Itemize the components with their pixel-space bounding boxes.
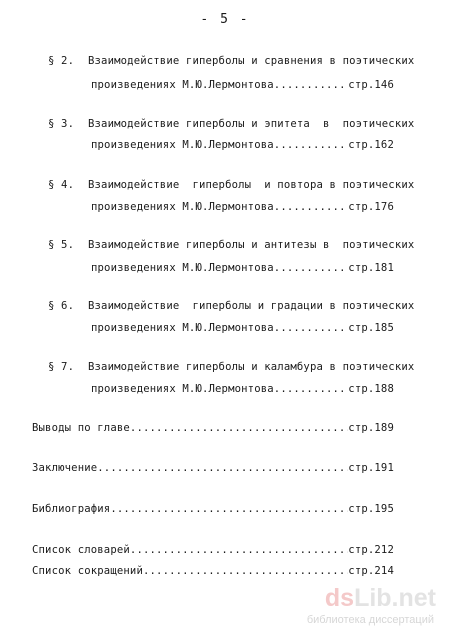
dslib-watermark — [266, 584, 436, 632]
toc-section-heading — [48, 239, 415, 252]
page-reference: стр.191 — [348, 462, 394, 474]
leader-dots — [97, 462, 348, 475]
section-title: Взаимодействие гиперболы и каламбура в поэтических — [88, 361, 415, 373]
entry-title: Список сокращений — [32, 565, 143, 577]
section-title-continuation: произведениях М.Ю.Лермонтова — [91, 201, 274, 213]
watermark-subtitle: библиотека диссертаций — [306, 614, 434, 626]
leader-dots — [130, 422, 348, 435]
leader-dots — [110, 503, 348, 516]
leader-dots — [274, 139, 349, 152]
watermark-logo: dsLib.net — [324, 584, 436, 612]
toc-section-heading — [48, 361, 415, 374]
section-symbol: § 7. — [48, 361, 75, 373]
toc-entry[interactable] — [91, 383, 394, 396]
section-symbol: § 3. — [48, 118, 75, 130]
page-reference: стр.188 — [348, 383, 394, 395]
leader-dots — [143, 565, 348, 578]
leader-dots — [274, 383, 349, 396]
toc-entry[interactable] — [32, 544, 394, 557]
leader-dots — [274, 322, 349, 335]
toc-entry[interactable] — [32, 462, 394, 475]
section-symbol: § 4. — [48, 179, 75, 191]
page-reference: стр.212 — [348, 544, 394, 556]
toc-section-heading — [48, 300, 415, 313]
page-number: - 5 - — [200, 12, 250, 27]
entry-title: Выводы по главе — [32, 422, 130, 434]
section-title-continuation: произведениях М.Ю.Лермонтова — [91, 383, 274, 395]
section-title: Взаимодействие гиперболы и сравнения в поэтических — [88, 55, 415, 67]
page-reference: стр.189 — [348, 422, 394, 434]
toc-entry[interactable] — [91, 79, 394, 92]
section-symbol: § 5. — [48, 239, 75, 251]
section-title-continuation: произведениях М.Ю.Лермонтова — [91, 262, 274, 274]
leader-dots — [274, 79, 349, 92]
entry-title: Библиография — [32, 503, 111, 515]
toc-entry[interactable] — [32, 422, 394, 435]
page-reference: стр.195 — [348, 503, 394, 515]
toc-entry[interactable] — [91, 262, 394, 275]
section-title: Взаимодействие гиперболы и градации в поэтических — [88, 300, 415, 312]
section-title-continuation: произведениях М.Ю.Лермонтова — [91, 139, 274, 151]
page-reference: стр.214 — [348, 565, 394, 577]
section-symbol: § 6. — [48, 300, 75, 312]
toc-entry[interactable] — [91, 322, 394, 335]
entry-title: Список словарей — [32, 544, 130, 556]
section-title-continuation: произведениях М.Ю.Лермонтова — [91, 322, 274, 334]
leader-dots — [130, 544, 348, 557]
toc-section-heading — [48, 179, 415, 192]
toc-entry[interactable] — [32, 565, 394, 578]
section-title-continuation: произведениях М.Ю.Лермонтова — [91, 79, 274, 91]
entry-title: Заключение — [32, 462, 98, 474]
section-title: Взаимодействие гиперболы и повтора в поэтических — [88, 179, 415, 191]
toc-entry[interactable] — [32, 503, 394, 516]
page-reference: стр.146 — [348, 79, 394, 91]
page-reference: стр.185 — [348, 322, 394, 334]
toc-section-heading — [48, 118, 415, 131]
page-reference: стр.176 — [348, 201, 394, 213]
section-symbol: § 2. — [48, 55, 75, 67]
toc-entry[interactable] — [91, 139, 394, 152]
section-title: Взаимодействие гиперболы и антитезы в поэтических — [88, 239, 415, 251]
toc-entry[interactable] — [91, 201, 394, 214]
page-reference: стр.162 — [348, 139, 394, 151]
leader-dots — [274, 262, 349, 275]
page-reference: стр.181 — [348, 262, 394, 274]
toc-section-heading — [48, 55, 415, 68]
section-title: Взаимодействие гиперболы и эпитета в поэтических — [88, 118, 415, 130]
leader-dots — [274, 201, 349, 214]
